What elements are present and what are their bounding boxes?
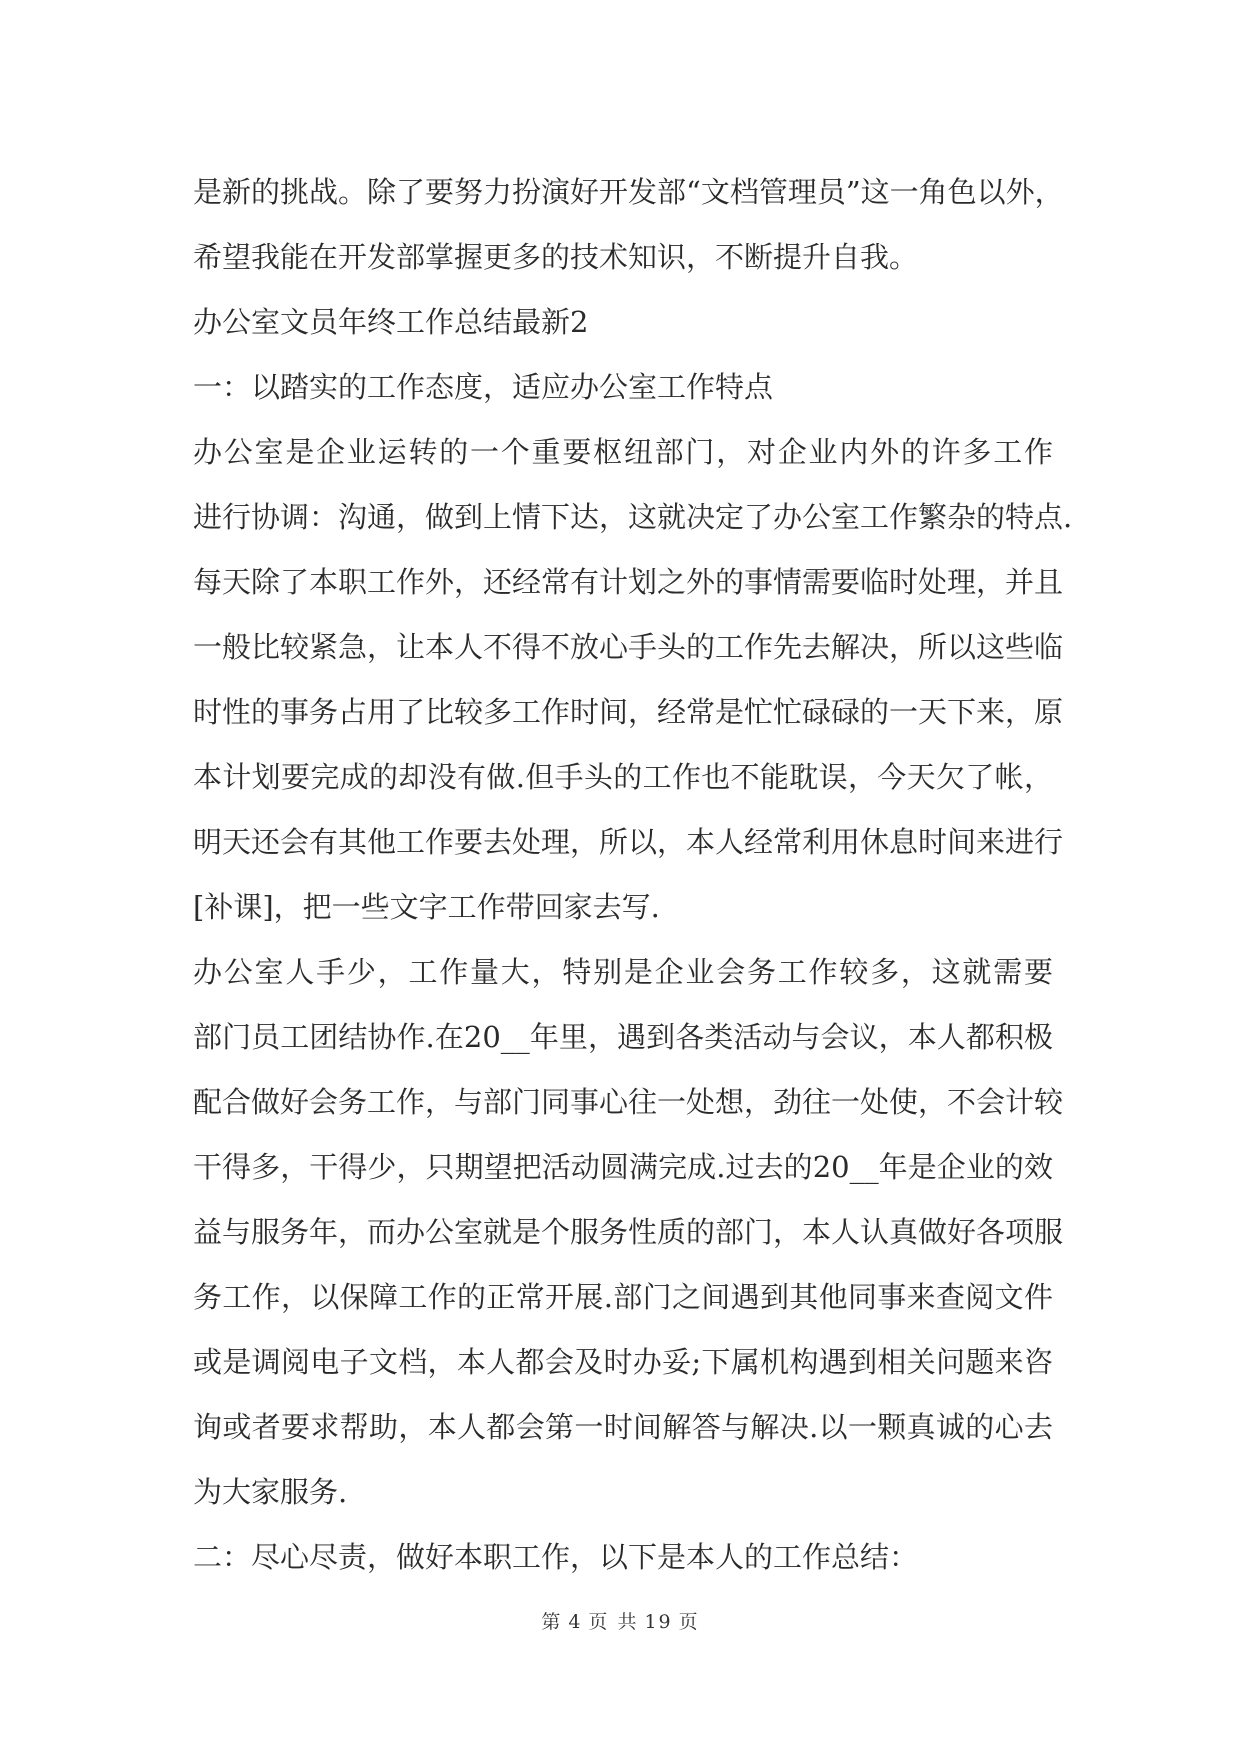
text-line: 进行协调：沟通，做到上情下达，这就决定了办公室工作繁杂的特点. <box>193 500 1073 534</box>
text-line: 配合做好会务工作，与部门同事心往一处想，劲往一处使，不会计较 <box>193 1085 1064 1119</box>
text-line: 一：以踏实的工作态度，适应办公室工作特点 <box>193 370 774 404</box>
text-line: 办公室是企业运转的一个重要枢纽部门，对企业内外的许多工作 <box>193 435 1053 469</box>
text-line: 本计划要完成的却没有做.但手头的工作也不能耽误，今天欠了帐， <box>193 760 1053 794</box>
text-line: 一般比较紧急，让本人不得不放心手头的工作先去解决，所以这些临 <box>193 630 1064 664</box>
text-line: [补课]，把一些文字工作带回家去写. <box>193 890 660 924</box>
footer-prefix: 第 <box>541 1611 563 1633</box>
text-line: 是新的挑战。除了要努力扮演好开发部“文档管理员”这一角色以外， <box>193 175 1064 209</box>
text-line: 务工作，以保障工作的正常开展.部门之间遇到其他同事来查阅文件 <box>193 1280 1053 1314</box>
footer-total-pages: 19 <box>644 1611 673 1633</box>
text-line: 或是调阅电子文档，本人都会及时办妥;下属机构遇到相关问题来咨 <box>193 1345 1053 1379</box>
page-footer <box>0 1607 1241 1634</box>
paragraph <box>193 1525 1053 1590</box>
text-line: 部门员工团结协作.在20__年里，遇到各类活动与会议，本人都积极 <box>193 1020 1053 1054</box>
paragraph <box>193 290 1053 355</box>
text-line: 为大家服务. <box>193 1475 348 1509</box>
text-line: 询或者要求帮助，本人都会第一时间解答与解决.以一颗真诚的心去 <box>193 1410 1053 1444</box>
text-line: 时性的事务占用了比较多工作时间，经常是忙忙碌碌的一天下来，原 <box>193 695 1064 729</box>
footer-current-page: 4 <box>568 1611 583 1633</box>
text-line: 二：尽心尽责，做好本职工作，以下是本人的工作总结： <box>193 1540 919 1574</box>
text-line: 干得多，干得少，只期望把活动圆满完成.过去的20__年是企业的效 <box>193 1150 1053 1184</box>
paragraph <box>193 355 1053 420</box>
paragraph <box>193 160 1064 290</box>
paragraph <box>193 940 1064 1525</box>
text-line: 办公室人手少，工作量大，特别是企业会务工作较多，这就需要 <box>193 955 1053 989</box>
footer-middle: 页 共 <box>588 1611 639 1633</box>
paragraph <box>193 420 1073 940</box>
footer-suffix: 页 <box>678 1611 700 1633</box>
document-body <box>193 160 1073 1590</box>
text-line: 益与服务年，而办公室就是个服务性质的部门，本人认真做好各项服 <box>193 1215 1064 1249</box>
text-line: 每天除了本职工作外，还经常有计划之外的事情需要临时处理，并且 <box>193 565 1064 599</box>
text-line: 办公室文员年终工作总结最新2 <box>193 305 589 339</box>
text-line: 明天还会有其他工作要去处理，所以，本人经常利用休息时间来进行 <box>193 825 1064 859</box>
text-line: 希望我能在开发部掌握更多的技术知识，不断提升自我。 <box>193 240 919 274</box>
